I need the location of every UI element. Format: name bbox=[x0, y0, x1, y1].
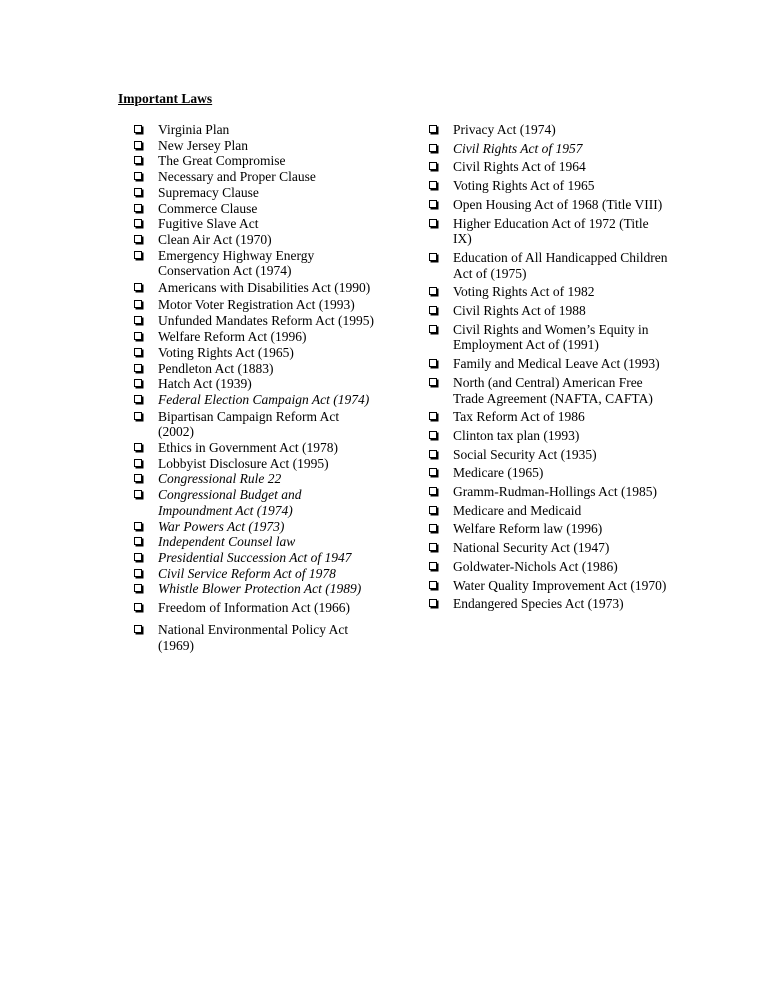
checkbox-bullet-icon bbox=[134, 490, 142, 498]
list-item-label: National Environmental Policy Act (1969) bbox=[158, 621, 349, 653]
list-item bbox=[429, 578, 669, 594]
checkbox-bullet-icon bbox=[429, 581, 437, 589]
list-item bbox=[429, 250, 669, 281]
list-item-label: Civil Rights and Women’s Equity in Employment Act of (1991) bbox=[453, 321, 649, 353]
list-item bbox=[134, 600, 376, 616]
list-item-label: Welfare Reform law (1996) bbox=[453, 521, 603, 537]
list-item-label: Voting Rights Act of 1982 bbox=[453, 284, 595, 300]
checkbox-bullet-icon bbox=[134, 172, 142, 180]
checkbox-bullet-icon bbox=[429, 412, 437, 420]
list-item bbox=[429, 356, 669, 372]
list-item-label: War Powers Act (1973) bbox=[158, 518, 285, 534]
list-item-label: Freedom of Information Act (1966) bbox=[158, 600, 350, 616]
list-item bbox=[134, 409, 376, 440]
checkbox-bullet-icon bbox=[134, 553, 142, 561]
list-item-label: Congressional Rule 22 bbox=[158, 471, 282, 487]
list-item bbox=[134, 622, 376, 653]
list-item bbox=[429, 596, 669, 612]
list-item-label: Medicare (1965) bbox=[453, 465, 544, 481]
checkbox-bullet-icon bbox=[134, 395, 142, 403]
list-item-label: Goldwater-Nichols Act (1986) bbox=[453, 558, 618, 574]
list-item bbox=[429, 197, 669, 213]
list-item bbox=[134, 248, 376, 279]
list-item bbox=[429, 428, 669, 444]
list-item bbox=[134, 169, 376, 185]
list-item bbox=[429, 284, 669, 300]
checkbox-bullet-icon bbox=[429, 162, 437, 170]
checkbox-bullet-icon bbox=[134, 219, 142, 227]
checkbox-bullet-icon bbox=[429, 450, 437, 458]
list-item-label: Civil Rights Act of 1988 bbox=[453, 303, 586, 319]
list-item-label: Americans with Disabilities Act (1990) bbox=[158, 280, 371, 296]
list-item bbox=[134, 122, 376, 138]
list-item-label: Necessary and Proper Clause bbox=[158, 169, 316, 185]
list-item bbox=[429, 447, 669, 463]
list-item-label: Higher Education Act of 1972 (Title IX) bbox=[453, 215, 649, 247]
checkbox-bullet-icon bbox=[134, 251, 142, 259]
list-item-label: Commerce Clause bbox=[158, 200, 258, 216]
checkbox-bullet-icon bbox=[134, 156, 142, 164]
list-item-label: Privacy Act (1974) bbox=[453, 122, 556, 137]
list-item bbox=[134, 440, 376, 456]
checkbox-bullet-icon bbox=[429, 378, 437, 386]
list-item bbox=[429, 409, 669, 425]
checkbox-bullet-icon bbox=[429, 144, 437, 152]
list-item bbox=[429, 465, 669, 481]
list-item bbox=[134, 392, 376, 408]
list-item bbox=[134, 329, 376, 345]
list-item bbox=[134, 471, 376, 487]
list-item bbox=[429, 484, 669, 500]
list-item-label: Civil Rights Act of 1964 bbox=[453, 159, 586, 175]
list-item bbox=[134, 153, 376, 169]
list-item bbox=[429, 503, 669, 519]
list-item bbox=[134, 456, 376, 472]
list-item-label: Presidential Succession Act of 1947 bbox=[158, 549, 352, 565]
checkbox-bullet-icon bbox=[429, 431, 437, 439]
checkbox-bullet-icon bbox=[134, 584, 142, 592]
list-item bbox=[429, 322, 669, 353]
list-item-label: Whistle Blower Protection Act (1989) bbox=[158, 581, 362, 597]
list-item-label: Unfunded Mandates Reform Act (1995) bbox=[158, 313, 374, 329]
checkbox-bullet-icon bbox=[134, 379, 142, 387]
laws-list-left bbox=[134, 122, 376, 653]
list-item-label: Pendleton Act (1883) bbox=[158, 360, 274, 376]
checkbox-bullet-icon bbox=[429, 468, 437, 476]
list-item bbox=[134, 376, 376, 392]
checkbox-bullet-icon bbox=[134, 332, 142, 340]
list-item bbox=[134, 361, 376, 377]
list-item bbox=[134, 487, 376, 518]
list-item-label: Gramm-Rudman-Hollings Act (1985) bbox=[453, 484, 657, 500]
checkbox-bullet-icon bbox=[134, 412, 142, 420]
list-item-label: Civil Rights Act of 1957 bbox=[453, 140, 583, 156]
list-item-label: Congressional Budget and Impoundment Act (1974) bbox=[158, 487, 302, 518]
checkbox-bullet-icon bbox=[429, 287, 437, 295]
list-item-label: Ethics in Government Act (1978) bbox=[158, 440, 338, 456]
list-item-label: Emergency Highway Energy Conservation Act (1974) bbox=[158, 247, 315, 279]
checkbox-bullet-icon bbox=[134, 603, 142, 611]
list-item-label: Clean Air Act (1970) bbox=[158, 231, 272, 247]
list-item-label: Education of All Handicapped Children Act of (1975) bbox=[453, 249, 668, 281]
checkbox-bullet-icon bbox=[429, 524, 437, 532]
checkbox-bullet-icon bbox=[134, 522, 142, 530]
checkbox-bullet-icon bbox=[134, 459, 142, 467]
list-item-label: North (and Central) American Free Trade Agreement (NAFTA, CAFTA) bbox=[453, 374, 653, 406]
list-item bbox=[134, 280, 376, 296]
list-item bbox=[134, 232, 376, 248]
list-item bbox=[429, 178, 669, 194]
list-item bbox=[429, 521, 669, 537]
checkbox-bullet-icon bbox=[429, 599, 437, 607]
list-item-label: The Great Compromise bbox=[158, 153, 286, 169]
list-item-label: New Jersey Plan bbox=[158, 137, 248, 153]
checkbox-bullet-icon bbox=[134, 348, 142, 356]
list-item bbox=[429, 141, 669, 157]
page-heading: Important Laws bbox=[118, 91, 213, 106]
list-item bbox=[429, 303, 669, 319]
checkbox-bullet-icon bbox=[134, 188, 142, 196]
list-item bbox=[134, 566, 376, 582]
list-item bbox=[429, 540, 669, 556]
checkbox-bullet-icon bbox=[134, 625, 142, 633]
checkbox-bullet-icon bbox=[134, 537, 142, 545]
list-item bbox=[134, 534, 376, 550]
checkbox-bullet-icon bbox=[429, 325, 437, 333]
list-item bbox=[429, 375, 669, 406]
list-item bbox=[134, 138, 376, 154]
list-item-label: Welfare Reform Act (1996) bbox=[158, 329, 307, 345]
list-item bbox=[134, 519, 376, 535]
checkbox-bullet-icon bbox=[429, 219, 437, 227]
list-item-label: Fugitive Slave Act bbox=[158, 216, 259, 232]
checkbox-bullet-icon bbox=[429, 562, 437, 570]
list-item bbox=[134, 581, 376, 597]
list-item bbox=[134, 550, 376, 566]
checkbox-bullet-icon bbox=[134, 443, 142, 451]
list-item-label: Supremacy Clause bbox=[158, 184, 259, 200]
list-item-label: Independent Counsel law bbox=[158, 534, 296, 550]
checkbox-bullet-icon bbox=[134, 316, 142, 324]
checkbox-bullet-icon bbox=[429, 253, 437, 261]
list-item bbox=[429, 159, 669, 175]
list-item bbox=[134, 201, 376, 217]
checkbox-bullet-icon bbox=[134, 204, 142, 212]
checkbox-bullet-icon bbox=[429, 306, 437, 314]
list-item-label: Water Quality Improvement Act (1970) bbox=[453, 577, 667, 593]
list-item-label: Hatch Act (1939) bbox=[158, 376, 252, 392]
list-item-label: Family and Medical Leave Act (1993) bbox=[453, 356, 660, 372]
checkbox-bullet-icon bbox=[429, 200, 437, 208]
checkbox-bullet-icon bbox=[134, 141, 142, 149]
list-item-label: Voting Rights Act of 1965 bbox=[453, 178, 595, 194]
list-item bbox=[134, 345, 376, 361]
checkbox-bullet-icon bbox=[134, 569, 142, 577]
list-item-label: Voting Rights Act (1965) bbox=[158, 344, 294, 360]
list-item bbox=[429, 216, 669, 247]
list-item-label: Tax Reform Act of 1986 bbox=[453, 409, 585, 425]
checkbox-bullet-icon bbox=[429, 359, 437, 367]
checkbox-bullet-icon bbox=[134, 300, 142, 308]
list-item bbox=[134, 185, 376, 201]
list-item bbox=[134, 313, 376, 329]
list-item-label: Motor Voter Registration Act (1993) bbox=[158, 296, 355, 312]
checkbox-bullet-icon bbox=[134, 235, 142, 243]
list-item-label: Clinton tax plan (1993) bbox=[453, 427, 580, 443]
list-item-label: Lobbyist Disclosure Act (1995) bbox=[158, 455, 329, 471]
laws-list-right bbox=[429, 122, 669, 612]
list-item bbox=[429, 122, 669, 138]
list-item-label: Bipartisan Campaign Reform Act (2002) bbox=[158, 408, 340, 440]
list-item-label: Virginia Plan bbox=[158, 122, 230, 137]
checkbox-bullet-icon bbox=[429, 181, 437, 189]
checkbox-bullet-icon bbox=[134, 474, 142, 482]
list-item-label: National Security Act (1947) bbox=[453, 540, 610, 556]
checkbox-bullet-icon bbox=[429, 125, 437, 133]
checkbox-bullet-icon bbox=[429, 487, 437, 495]
checkbox-bullet-icon bbox=[429, 543, 437, 551]
checkbox-bullet-icon bbox=[134, 283, 142, 291]
list-item bbox=[134, 216, 376, 232]
checkbox-bullet-icon bbox=[134, 364, 142, 372]
list-item-label: Social Security Act (1935) bbox=[453, 446, 597, 462]
checkbox-bullet-icon bbox=[429, 506, 437, 514]
list-item-label: Open Housing Act of 1968 (Title VIII) bbox=[453, 196, 663, 212]
list-item-label: Endangered Species Act (1973) bbox=[453, 596, 624, 612]
list-item bbox=[134, 297, 376, 313]
list-item-label: Medicare and Medicaid bbox=[453, 502, 582, 518]
checkbox-bullet-icon bbox=[134, 125, 142, 133]
list-item-label: Federal Election Campaign Act (1974) bbox=[158, 391, 370, 407]
list-item bbox=[429, 559, 669, 575]
list-item-label: Civil Service Reform Act of 1978 bbox=[158, 565, 336, 581]
